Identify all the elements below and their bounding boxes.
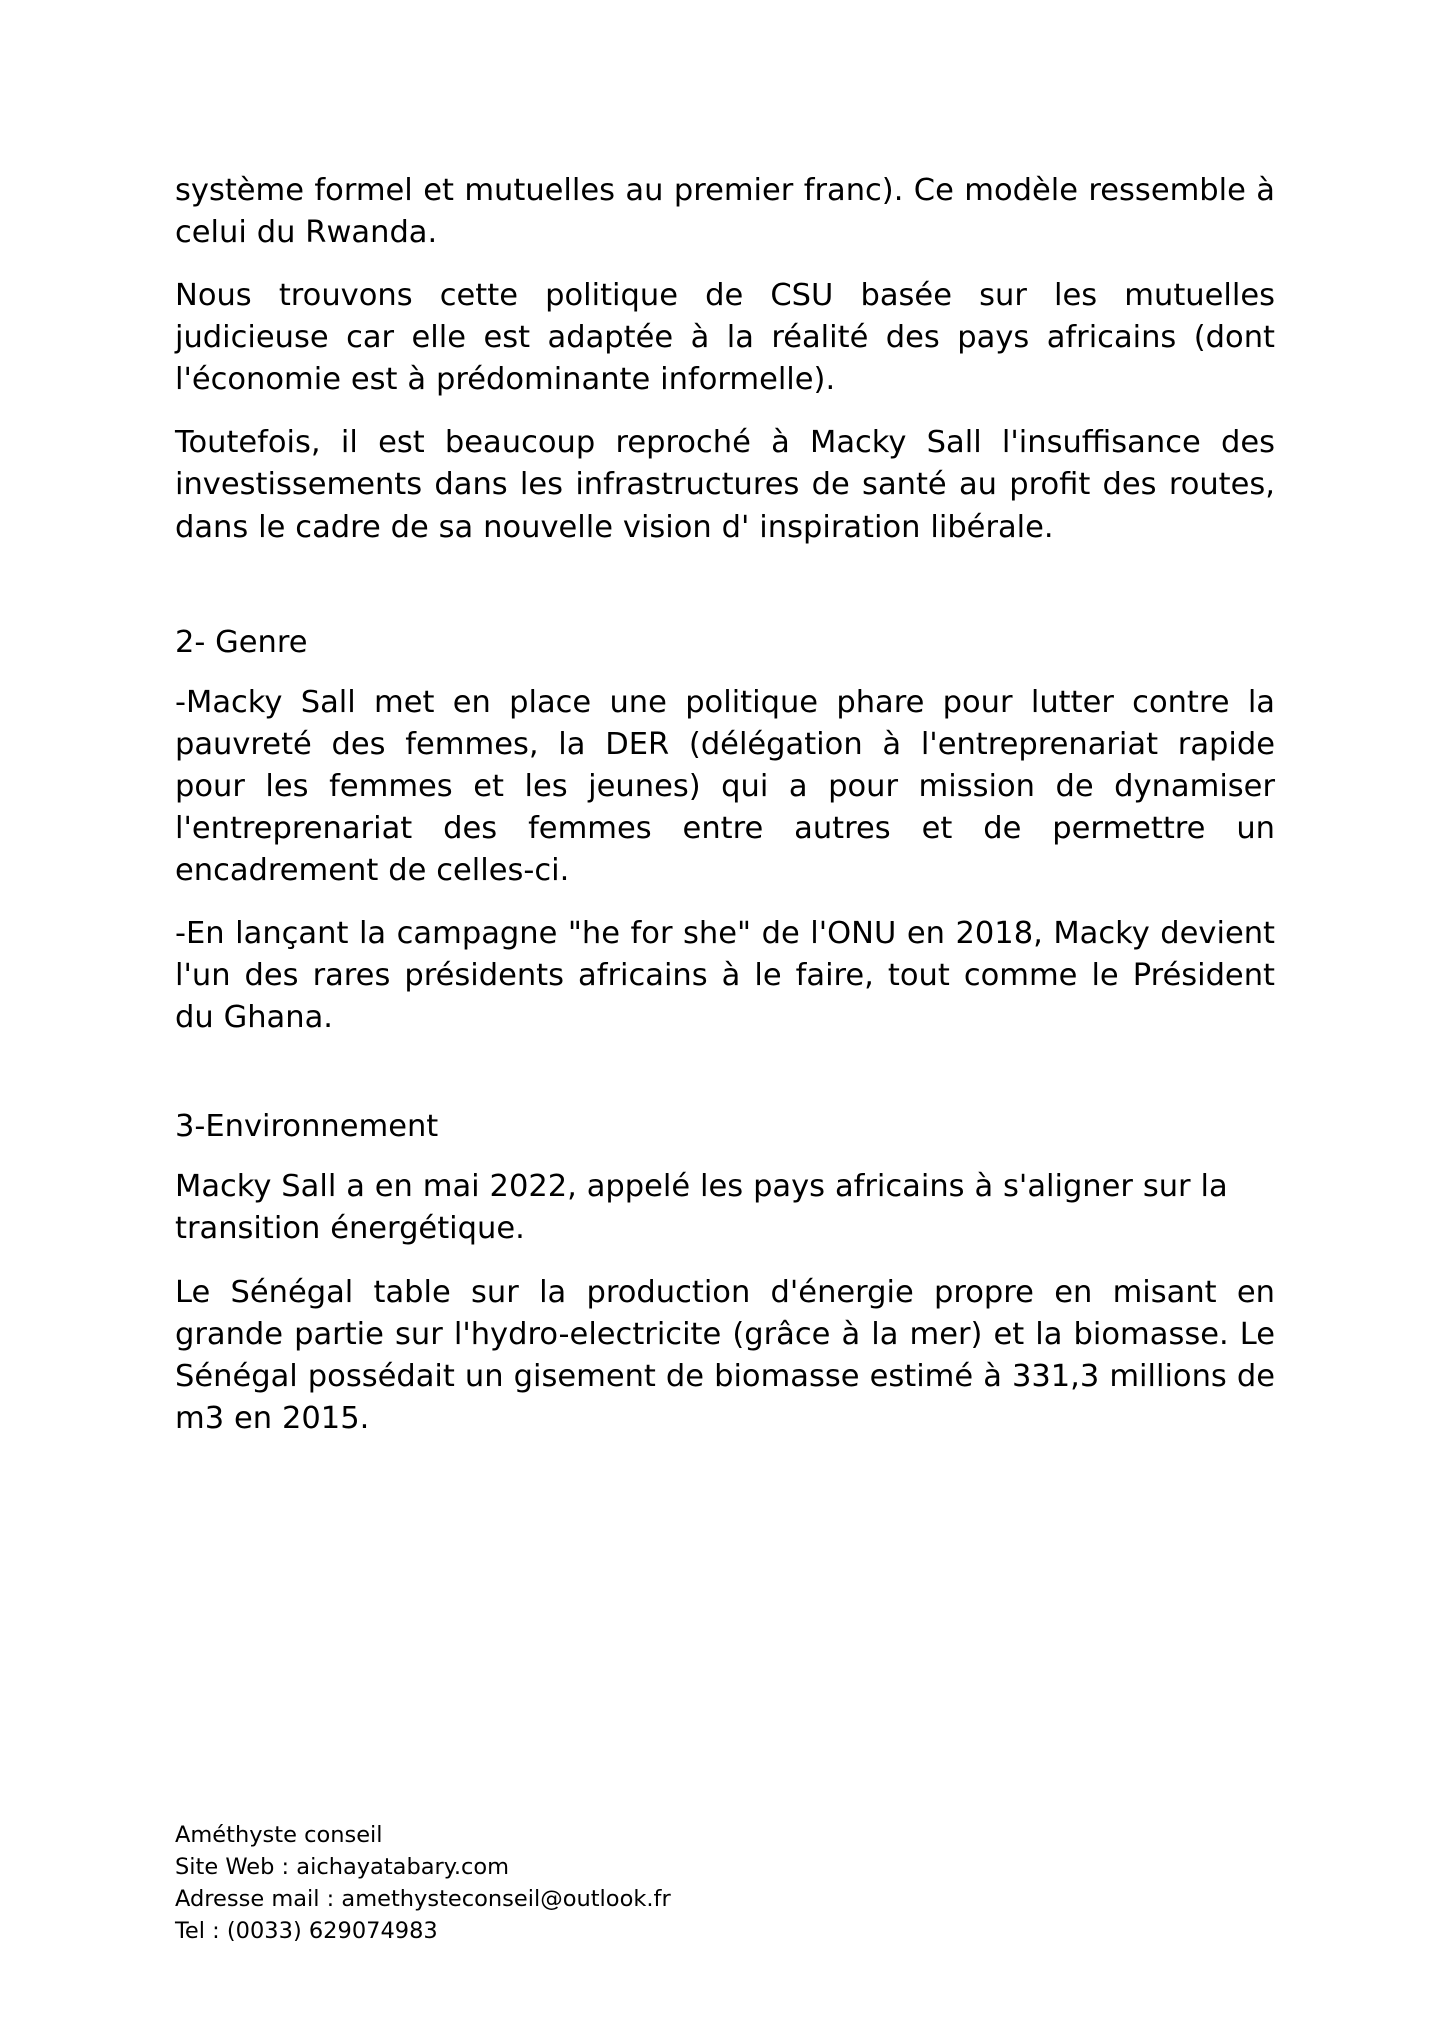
paragraph-intro: système formel et mutuelles au premier franc). Ce modèle ressemble à celui du Rwanda.: [175, 173, 1275, 251]
paragraph-biomasse: Le Sénégal table sur la production d'énergie propre en misant en grande partie sur l'hydro-electricite (grâce à la mer) et la biomasse. Le Sénégal possédait un gisement de biomasse estimé à 331,3 millions de m3 en 2015.: [175, 1274, 1275, 1436]
paragraph-der: -Macky Sall met en place une politique phare pour lutter contre la pauvreté des femmes, la DER (délégation à l'entreprenariat rapide pour les femmes et les jeunes) qui a pour mission de dynamiser l'entreprenariat des femmes entre autres et de permettre un encadrement de celles-ci.: [175, 684, 1275, 889]
section-spacer-2: [175, 1060, 1275, 1106]
footer-company: Améthyste conseil: [175, 1822, 383, 1848]
heading-genre: 2- Genre: [175, 624, 308, 660]
document-body: [175, 170, 1275, 1461]
footer-website: Site Web : aichayatabary.com: [175, 1853, 510, 1880]
footer-phone: Tel : (0033) 629074983: [175, 1917, 438, 1944]
paragraph-csu-opinion: Nous trouvons cette politique de CSU basée sur les mutuelles judicieuse car elle est adaptée à la réalité des pays africains (dont l'économie est à prédominante informelle).: [175, 278, 1275, 398]
paragraph-critique: Toutefois, il est beaucoup reproché à Macky Sall l'insuffisance des investissements dans les infrastructures de santé au profit des routes, dans le cadre de sa nouvelle vision d' inspiration libérale.: [175, 425, 1275, 545]
paragraph-heforshe: -En lançant la campagne "he for she" de l'ONU en 2018, Macky devient l'un des rares présidents africains à le faire, tout comme le Président du Ghana.: [175, 916, 1275, 1036]
footer-email: Adresse mail : amethysteconseil@outlook.fr: [175, 1885, 671, 1912]
section-spacer: [175, 570, 1275, 622]
paragraph-transition: Macky Sall a en mai 2022, appelé les pays africains à s'aligner sur la transition énergétique.: [175, 1169, 1228, 1247]
document-footer: [175, 1820, 1075, 1948]
heading-environnement: 3-Environnement: [175, 1109, 439, 1145]
